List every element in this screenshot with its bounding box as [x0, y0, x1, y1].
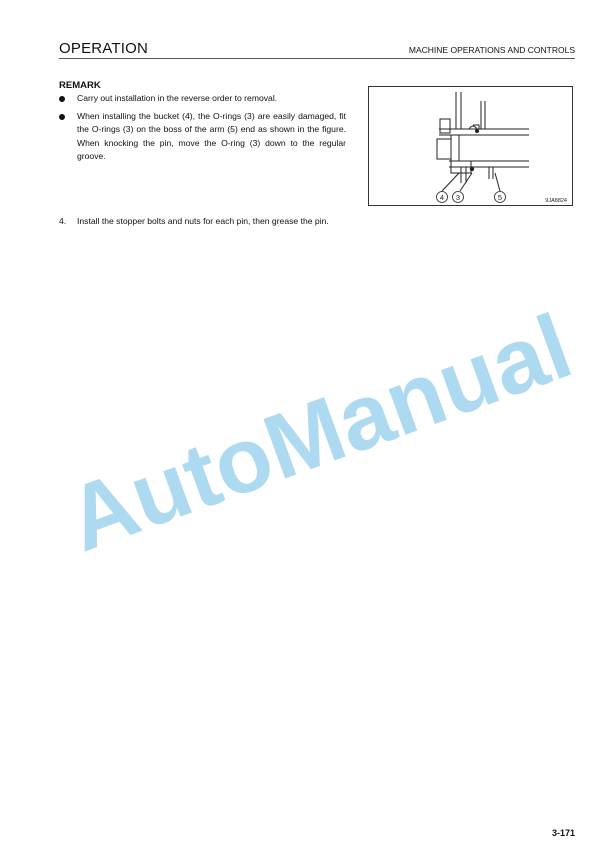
- oring-icon: [470, 167, 474, 171]
- step-item: [59, 216, 329, 226]
- pin-oring-figure: [368, 86, 573, 206]
- step-text: Install the stopper bolts and nuts for each pin, then grease the pin.: [77, 216, 329, 226]
- bullet-icon: [59, 96, 65, 102]
- remark-item-text: When installing the bucket (4), the O-rings (3) are easily damaged, fit the O-rings (3) on the boss of the arm (5) end as shown in the figure. When knocking the pin, move the O-ring (3) down to the regular groove.: [77, 111, 346, 161]
- callout-arm: 5: [497, 192, 503, 202]
- remark-item-text: Carry out installation in the reverse order to removal.: [77, 93, 278, 103]
- remark-heading: REMARK: [59, 80, 101, 91]
- page-number: 3-171: [551, 828, 575, 838]
- pin-assembly-drawing: [369, 87, 574, 207]
- chapter-title: MACHINE OPERATIONS AND CONTROLS: [408, 45, 575, 55]
- section-title: OPERATION: [59, 40, 149, 57]
- remark-item: [59, 110, 346, 163]
- header-divider: [59, 58, 575, 59]
- oring-icon: [475, 129, 479, 133]
- callout-bucket: 4: [439, 192, 445, 202]
- remark-item: [59, 92, 346, 105]
- callout-oring: 3: [455, 192, 461, 202]
- figure-code: 9JA8824: [545, 198, 567, 204]
- step-number: 4.: [59, 216, 67, 226]
- watermark: AutoManual: [54, 295, 584, 572]
- bullet-icon: [59, 114, 65, 120]
